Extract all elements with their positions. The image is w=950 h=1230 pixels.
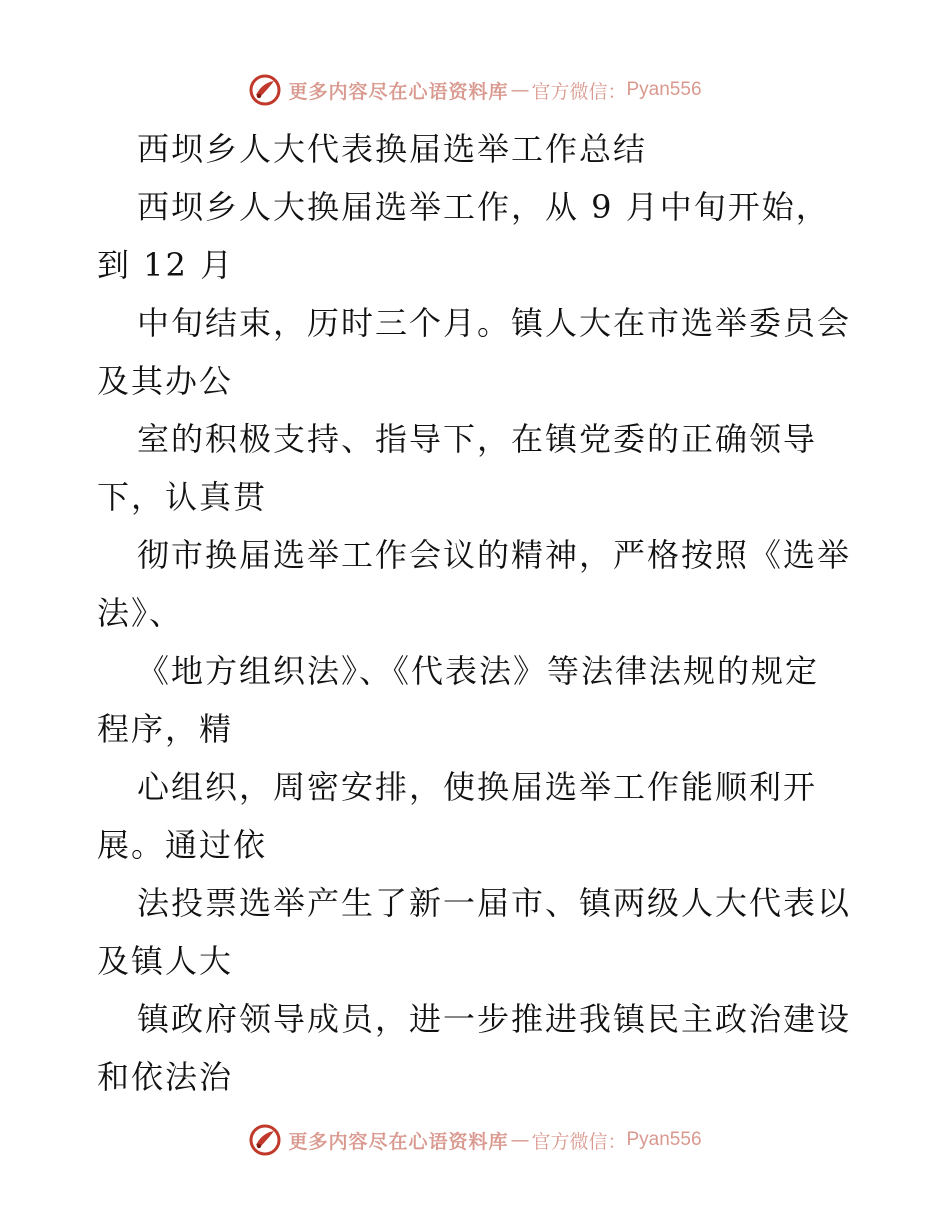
text-line: 程序，精 <box>97 710 234 748</box>
text-line: 镇政府领导成员，进一步推进我镇民主政治建设 <box>137 1000 852 1038</box>
text-line: 法》、 <box>97 594 184 632</box>
text-line: 中旬结束，历时三个月。镇人大在市选举委员会 <box>137 304 852 342</box>
text-line: 下，认真贯 <box>97 478 268 516</box>
text-line: 展。通过依 <box>97 826 268 864</box>
text-line: 室的积极支持、指导下，在镇党委的正确领导 <box>137 420 818 458</box>
watermark-wechat-label: 官方微信： <box>531 80 627 103</box>
text-line: 及其办公 <box>97 362 234 400</box>
text-line: 彻市换届选举工作会议的精神，严格按照《选举 <box>137 536 852 574</box>
document-title: 西坝乡人大代表换届选举工作总结 <box>137 130 648 168</box>
watermark-separator: — <box>510 1129 530 1151</box>
text-line: 及镇人大 <box>97 942 234 980</box>
text-line: 到 12 月 <box>97 246 235 284</box>
header-watermark <box>0 70 950 110</box>
watermark-brand: 更多内容尽在心语资料库 <box>288 80 509 103</box>
brush-logo-icon <box>248 1123 282 1157</box>
footer-watermark <box>0 1120 950 1160</box>
brush-logo-icon <box>248 73 282 107</box>
text-line: 法投票选举产生了新一届市、镇两级人大代表以 <box>137 884 852 922</box>
text-line: 西坝乡人大换届选举工作，从 9 月中旬开始， <box>137 188 830 226</box>
document-body <box>97 120 857 1106</box>
text-line: 《地方组织法》、《代表法》等法律法规的规定 <box>137 652 820 690</box>
watermark-brand: 更多内容尽在心语资料库 <box>288 1130 509 1153</box>
text-line: 和依法治 <box>97 1058 234 1096</box>
watermark-separator: — <box>510 79 530 101</box>
text-line: 心组织，周密安排，使换届选举工作能顺利开 <box>137 768 818 806</box>
watermark-wechat-id: Pyan556 <box>626 1129 702 1150</box>
watermark-wechat-label: 官方微信： <box>531 1130 627 1153</box>
watermark-wechat-id: Pyan556 <box>626 79 702 100</box>
